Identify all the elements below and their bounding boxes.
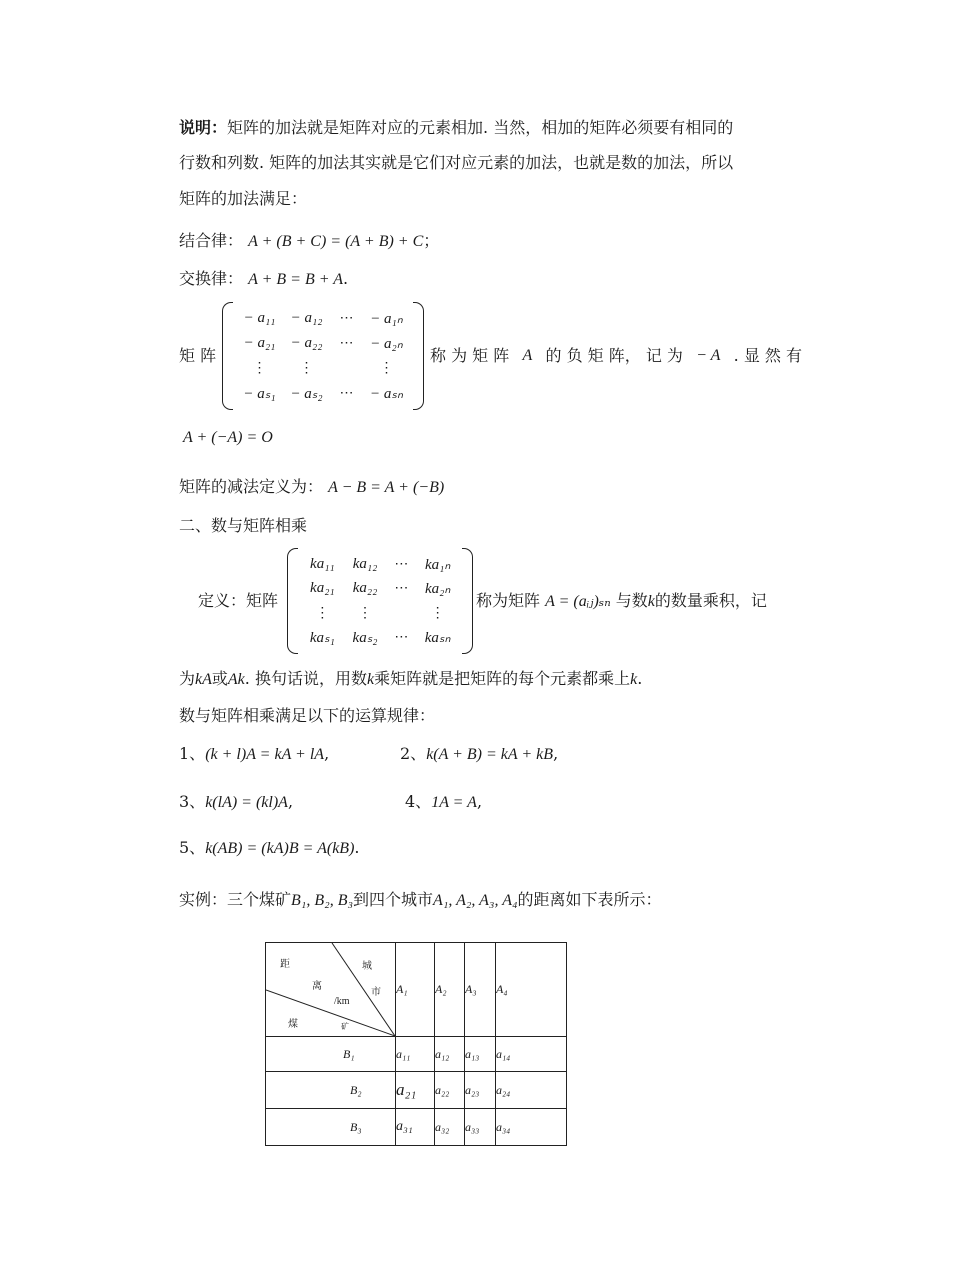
neg-matrix-suffix (430, 346, 802, 366)
distance-table (265, 942, 567, 1146)
rules-intro: 数与矩阵相乘满足以下的运算规律： (179, 706, 436, 725)
intro-line-1 (179, 118, 733, 138)
neg-suffix-neg: − A (696, 347, 721, 364)
table-header-row (266, 943, 567, 1037)
scalar-matrix-entry: ka₂₁ (310, 580, 335, 597)
table-cell: a₂₂ (435, 1072, 465, 1109)
header-ju: 距 (280, 959, 290, 970)
table-corner-cell (266, 943, 396, 1037)
col-header: A₃ (465, 943, 496, 1037)
def2-end: . (637, 669, 643, 688)
neg-matrix-entry: ⋮ (299, 361, 314, 376)
example-text-a: 实例：三个煤矿 (179, 890, 292, 909)
row-label: B₃ (266, 1109, 396, 1146)
scalar-matrix-entry: ka₂ₙ (424, 581, 451, 598)
table-cell: a₃₁ (396, 1109, 435, 1146)
rule-1-formula: (k + l)A = kA + lA (205, 746, 325, 763)
rule-5-formula: k(AB) = (kA)B = A(kB) (205, 840, 355, 857)
neg-matrix-entry: ⋮ (252, 361, 267, 376)
neg-matrix-grid (236, 306, 410, 406)
assoc-label: 结合律： (179, 231, 244, 250)
neg-matrix-entry: − a₁₁ (243, 310, 276, 326)
right-paren (462, 548, 473, 654)
rule-3-formula: k(lA) = (kl)A (205, 794, 288, 811)
neg-matrix-entry: − a₂₁ (243, 335, 276, 351)
intro-line-3: 矩阵的加法满足： (179, 189, 308, 208)
table-cell: a₂₁ (396, 1072, 435, 1109)
subtraction-formula: A − B = A + (−B) (328, 479, 445, 496)
neg-matrix-entry: − aₛ₁ (243, 386, 276, 402)
example-line (179, 890, 662, 911)
table-row (266, 1072, 567, 1109)
comm-law (179, 269, 348, 290)
def-suffix-a: 称为矩阵 (476, 591, 541, 610)
neg-matrix-entry: − a₁₂ (290, 310, 323, 326)
section2-heading: 二、数与矩阵相乘 (179, 516, 308, 535)
table-cell: a₁₃ (465, 1037, 496, 1072)
header-unit: /km (334, 996, 350, 1007)
row-label: B₂ (266, 1072, 396, 1109)
scalar-matrix-entry: ka₂₂ (352, 580, 378, 597)
col-header: A₂ (435, 943, 465, 1037)
header-li: 离 (312, 981, 322, 992)
rule-2-end: , (553, 744, 559, 763)
example-text-c: 的距离如下表所示： (517, 890, 662, 909)
diagonal-header (266, 943, 395, 1036)
rule-2 (400, 744, 558, 765)
def-label: 定义：矩阵 (198, 591, 279, 610)
comm-end: . (343, 269, 349, 288)
neg-suffix-a: 称 为 矩 阵 (430, 346, 510, 365)
table-cell: a₃₃ (465, 1109, 496, 1146)
header-mei: 煤 (288, 1019, 298, 1030)
def2-b: . 换句话说，用数 (244, 669, 367, 688)
def2-kA: kA (195, 671, 212, 688)
scalar-matrix-entry: ⋯ (394, 556, 409, 572)
example-cities: A₁, A₂, A₃, A₄ (433, 892, 518, 909)
comm-label: 交换律： (179, 269, 244, 288)
scalar-matrix-entry: ⋮ (430, 605, 445, 621)
scalar-matrix-entry: ⋯ (394, 581, 409, 597)
neg-matrix-entry: ⋯ (339, 336, 354, 351)
rule-1-num: 1、 (179, 744, 206, 763)
neg-matrix-entry: − aₛ₂ (290, 386, 323, 402)
neg-matrix-entry: ⋮ (379, 361, 394, 376)
rule-4-formula: 1A = A (431, 794, 477, 811)
scalar-matrix-grid (301, 552, 459, 650)
neg-matrix-entry: ⋯ (339, 386, 354, 401)
header-kuang: 矿 (341, 1022, 349, 1031)
header-shi: 市 (371, 987, 381, 998)
def-formula: A = (aᵢⱼ)ₛₙ (545, 593, 611, 610)
example-text-b: 到四个城市 (353, 890, 434, 909)
neg-suffix-var: A (522, 347, 533, 364)
rule-2-formula: k(A + B) = kA + kB (426, 746, 554, 763)
def2-c: 乘矩阵就是把矩阵的每个元素都乘上 (374, 669, 631, 688)
neg-matrix-prefix: 矩 阵 (179, 346, 217, 365)
rule-3-end: , (287, 792, 294, 811)
table-cell: a₃₂ (435, 1109, 465, 1146)
table-cell: a₁₂ (435, 1037, 465, 1072)
row-label: B₁ (266, 1037, 396, 1072)
scalar-matrix-entry: ⋮ (315, 605, 330, 621)
def2-k2: k (630, 671, 638, 688)
intro-line-2: 行数和列数. 矩阵的加法其实就是它们对应元素的加法，也就是数的加法，所以 (179, 153, 734, 172)
neg-matrix-entry: ⋯ (339, 311, 354, 326)
scalar-matrix-entry: ka₁ₙ (424, 556, 451, 573)
rule-5-num: 5、 (179, 838, 206, 857)
def2-Ak: Ak (227, 671, 245, 688)
scalar-matrix-entry: kaₛ₁ (309, 630, 335, 647)
header-cheng: 城 (362, 961, 372, 972)
left-paren (287, 548, 298, 654)
assoc-end: ； (423, 231, 440, 250)
scalar-matrix-entry: ⋯ (394, 630, 409, 646)
neg-matrix-entry: − a₁ₙ (370, 311, 403, 327)
def-k: k (647, 593, 655, 610)
neg-matrix-entry: − aₛₙ (370, 386, 403, 402)
subtraction-label: 矩阵的减法定义为： (179, 477, 324, 496)
neg-matrix-entry: − a₂ₙ (370, 336, 403, 352)
rule-1 (179, 744, 329, 765)
neg-identity: A + (−A) = O (183, 429, 273, 446)
scalar-matrix-entry: ka₁₁ (310, 555, 335, 572)
table-cell: a₁₄ (496, 1037, 567, 1072)
rule-3-num: 3、 (179, 792, 206, 811)
neg-matrix (222, 302, 424, 410)
def2-a: 为 (179, 669, 196, 688)
scalar-matrix-entry: ka₁₂ (352, 555, 378, 572)
rule-5 (179, 838, 360, 859)
neg-matrix-entry: − a₂₂ (290, 335, 323, 351)
left-paren (222, 302, 233, 410)
def-line-2 (179, 669, 642, 690)
table-row (266, 1037, 567, 1072)
rule-4-num: 4、 (405, 792, 432, 811)
def2-or: 或 (211, 669, 228, 688)
scalar-matrix-entry: kaₛₙ (424, 630, 451, 647)
col-header: A₄ (496, 943, 567, 1037)
table-cell: a₂₄ (496, 1072, 567, 1109)
table-row (266, 1109, 567, 1146)
rule-1-end: , (324, 744, 330, 763)
scalar-matrix (287, 548, 473, 654)
assoc-formula: A + (B + C) = (A + B) + C (248, 233, 424, 250)
def2-k: k (366, 671, 375, 688)
example-mines: B₁, B₂, B₃ (291, 892, 354, 909)
rule-2-num: 2、 (400, 744, 427, 763)
intro-label: 说明： (179, 118, 228, 137)
col-header: A₁ (396, 943, 435, 1037)
right-paren (413, 302, 424, 410)
table-cell: a₃₄ (496, 1109, 567, 1146)
assoc-law (179, 231, 439, 252)
scalar-matrix-entry: kaₛ₂ (352, 630, 378, 647)
def-suffix-c: 的数量乘积，记 (654, 591, 767, 610)
def-suffix-b: 与数 (615, 591, 648, 610)
neg-suffix-b: 的 负 矩 阵， 记 为 (545, 346, 683, 365)
neg-suffix-c: . 显 然 有 (733, 346, 802, 365)
comm-formula: A + B = B + A (248, 271, 344, 288)
intro-text-1: 矩阵的加法就是矩阵对应的元素相加. 当然，相加的矩阵必须要有相同的 (227, 118, 734, 137)
table-cell: a₁₁ (396, 1037, 435, 1072)
rule-4-end: , (476, 792, 483, 811)
scalar-matrix-entry: ⋮ (358, 605, 373, 621)
rule-3 (179, 792, 293, 813)
subtraction (179, 477, 444, 498)
rule-4 (405, 792, 482, 813)
def-suffix (476, 591, 767, 612)
rule-5-end: . (354, 838, 360, 857)
table-cell: a₂₃ (465, 1072, 496, 1109)
